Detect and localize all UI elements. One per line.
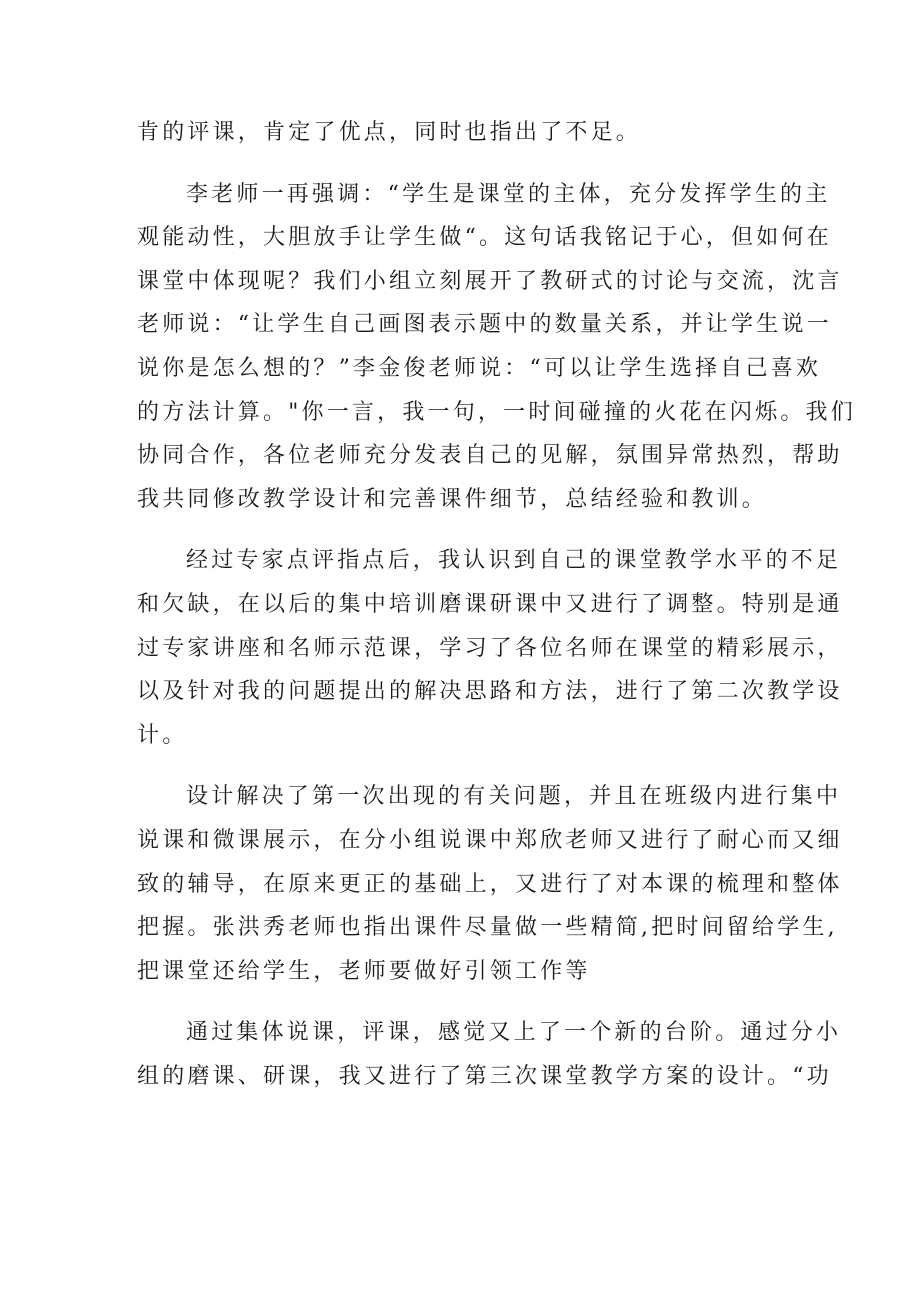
- paragraph-spacer: [137, 757, 797, 775]
- paragraph-line: 致的辅导，在原来更正的基础上，又进行了对本课的梳理和整体: [137, 871, 843, 897]
- paragraph-line: 设计解决了第一次出现的有关问题，并且在班级内进行集中: [186, 784, 842, 810]
- document-body: [137, 111, 856, 1098]
- paragraph-4: [137, 775, 843, 993]
- paragraph-line: 说课和微课展示，在分小组说课中郑欣老师又进行了耐心而又细: [137, 827, 843, 853]
- paragraph-line: 的方法计算。"你一言，我一句，一时间碰撞的火花在闪烁。我们: [137, 399, 856, 425]
- paragraph-2: [137, 173, 856, 522]
- paragraph-spacer: [137, 993, 797, 1011]
- paragraph-line: 通过集体说课，评课，感觉又上了一个新的台阶。通过分小: [186, 1020, 842, 1046]
- paragraph-spacer: [137, 155, 797, 173]
- paragraph-1: [137, 111, 797, 155]
- paragraph-line: 观能动性，大胆放手让学生做“。这句话我铭记于心，但如何在: [137, 225, 832, 251]
- paragraph-line: 计。: [137, 722, 188, 748]
- paragraph-line: 以及针对我的问题提出的解决思路和方法，进行了第二次教学设: [137, 679, 843, 705]
- paragraph-line: 把课堂还给学生，老师要做好引领工作等: [137, 958, 591, 984]
- paragraph-line: 课堂中体现呢？我们小组立刻展开了教研式的讨论与交流，沈言: [137, 268, 843, 294]
- paragraph-line: 组的磨课、研课，我又进行了第三次课堂教学方案的设计。“功: [137, 1063, 832, 1089]
- paragraph-3: [137, 539, 843, 757]
- paragraph-spacer: [137, 521, 797, 539]
- paragraph-line: 我共同修改教学设计和完善课件细节，总结经验和教训。: [137, 486, 768, 512]
- paragraph-line: 协同合作，各位老师充分发表自己的见解，氛围异常热烈，帮助: [137, 443, 843, 469]
- paragraph-line: 经过专家点评指点后，我认识到自己的课堂教学水平的不足: [186, 548, 842, 574]
- paragraph-line: 李老师一再强调：“学生是课堂的主体，充分发挥学生的主: [186, 181, 831, 207]
- paragraph-line: 和欠缺，在以后的集中培训磨课研课中又进行了调整。特别是通: [137, 591, 843, 617]
- paragraph-line: 老师说：“让学生自己画图表示题中的数量关系，并让学生说一: [137, 312, 832, 338]
- paragraph-line: 把握。张洪秀老师也指出课件尽量做一些精简,把时间留给学生,: [137, 915, 838, 941]
- paragraph-5: [137, 1011, 842, 1098]
- paragraph-line: 说你是怎么想的？”李金俊老师说：“可以让学生选择自己喜欢: [137, 355, 822, 381]
- paragraph-line: 肯的评课，肯定了优点，同时也指出了不足。: [137, 120, 642, 145]
- paragraph-line: 过专家讲座和名师示范课，学习了各位名师在课堂的精彩展示，: [137, 635, 843, 661]
